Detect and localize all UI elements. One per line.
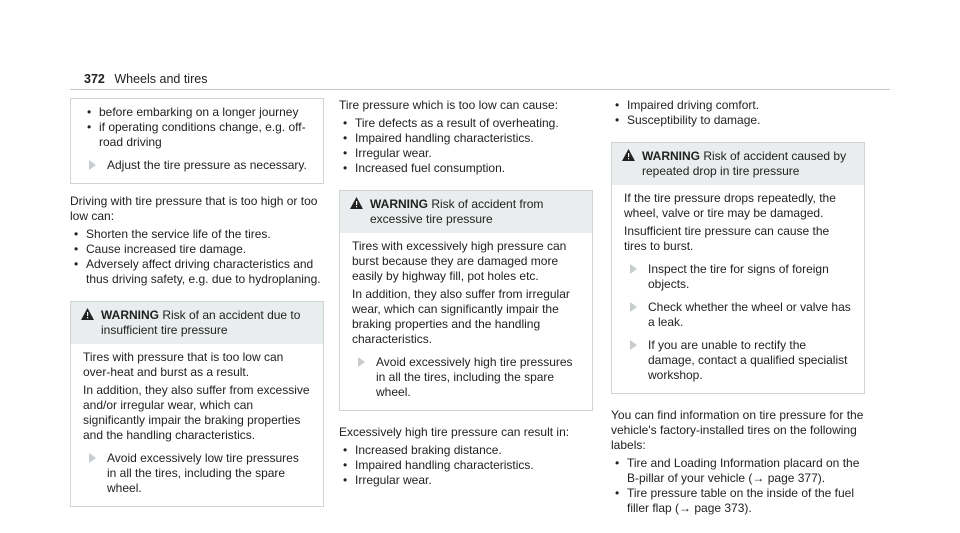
warning-header xyxy=(71,302,323,344)
column-3 xyxy=(611,98,865,516)
column-1 xyxy=(70,98,324,507)
warning-header xyxy=(612,143,864,185)
warning-label: WARNING xyxy=(370,197,428,211)
list-item: • if operating conditions change, e.g. off-road driving xyxy=(83,120,311,150)
warning-label: WARNING xyxy=(101,308,159,322)
warning-text: Tires with pressure that is too low can over-heat and burst as a result. xyxy=(83,350,284,379)
warning-title: Risk of accident from excessive tire pressure xyxy=(370,197,544,226)
action-step: Avoid excessively high tire pressures in all the tires, including the spare wheel. xyxy=(352,355,580,400)
page-reference-link[interactable]: → page 377). xyxy=(752,471,825,485)
warning-title: Risk of accident caused by repeated drop in tire pressure xyxy=(642,149,847,178)
action-step: Check whether the wheel or valve has a leak. xyxy=(624,300,852,330)
list-item: • Shorten the service life of the tires. xyxy=(70,227,324,242)
warning-text: Tires with excessively high pressure can burst because they are damaged more easily by highway fill, pot holes etc. xyxy=(352,239,567,283)
checklist-box xyxy=(70,98,324,184)
warning-icon xyxy=(350,197,363,209)
list-item: • Impaired handling characteristics. xyxy=(339,458,593,473)
action-step: Adjust the tire pressure as necessary. xyxy=(83,158,311,173)
warning-title: Risk of an accident due to insufficient tire pressure xyxy=(101,308,301,337)
warning-text: In addition, they also suffer from irregular wear, which can significantly impair the braking properties and the handling characteristics. xyxy=(352,287,570,346)
section-title: Wheels and tires xyxy=(114,72,208,86)
header-divider xyxy=(70,89,890,90)
warning-icon xyxy=(622,149,635,161)
list-item: • Increased fuel consumption. xyxy=(339,161,593,176)
page-reference-link[interactable]: → page 373). xyxy=(679,501,752,515)
list-item: • before embarking on a longer journey xyxy=(83,105,311,120)
intro-text: You can find information on tire pressure for the vehicle's factory-installed tires on the following labels: xyxy=(611,408,864,452)
action-step: Inspect the tire for signs of foreign objects. xyxy=(624,262,852,292)
list-item: • Tire pressure table on the inside of the fuel filler flap (→ page 373). xyxy=(611,486,865,516)
warning-box xyxy=(611,142,865,394)
list-item: • Cause increased tire damage. xyxy=(70,242,324,257)
action-step: If you are unable to rectify the damage, contact a qualified specialist workshop. xyxy=(624,338,852,383)
warning-icon xyxy=(81,308,94,320)
warning-text: In addition, they also suffer from excessive and/or irregular wear, which can significantly impair the braking properties and the handling characteristics. xyxy=(83,383,310,442)
intro-text: Driving with tire pressure that is too high or too low can: xyxy=(70,194,318,223)
warning-box xyxy=(70,301,324,507)
list-item: • Adversely affect driving characteristics and thus driving safety, e.g. due to hydroplaning. xyxy=(70,257,324,287)
page-header xyxy=(84,72,207,86)
page-number: 372 xyxy=(84,72,105,86)
list-item: • Tire defects as a result of overheating. xyxy=(339,116,593,131)
list-item: • Impaired driving comfort. xyxy=(611,98,865,113)
intro-text: Tire pressure which is too low can cause: xyxy=(339,98,558,112)
warning-box xyxy=(339,190,593,411)
warning-header xyxy=(340,191,592,233)
list-item: • Increased braking distance. xyxy=(339,443,593,458)
intro-text: Excessively high tire pressure can result in: xyxy=(339,425,570,439)
list-item: • Tire and Loading Information placard on the B-pillar of your vehicle (→ page 377). xyxy=(611,456,865,486)
warning-text: Insufficient tire pressure can cause the tires to burst. xyxy=(624,224,830,253)
column-2 xyxy=(339,98,593,488)
action-step: Avoid excessively low tire pressures in all the tires, including the spare wheel. xyxy=(83,451,311,496)
warning-text: If the tire pressure drops repeatedly, the wheel, valve or tire may be damaged. xyxy=(624,191,836,220)
warning-label: WARNING xyxy=(642,149,700,163)
list-item: • Impaired handling characteristics. xyxy=(339,131,593,146)
list-item: • Irregular wear. xyxy=(339,146,593,161)
list-item: • Susceptibility to damage. xyxy=(611,113,865,128)
list-item: • Irregular wear. xyxy=(339,473,593,488)
